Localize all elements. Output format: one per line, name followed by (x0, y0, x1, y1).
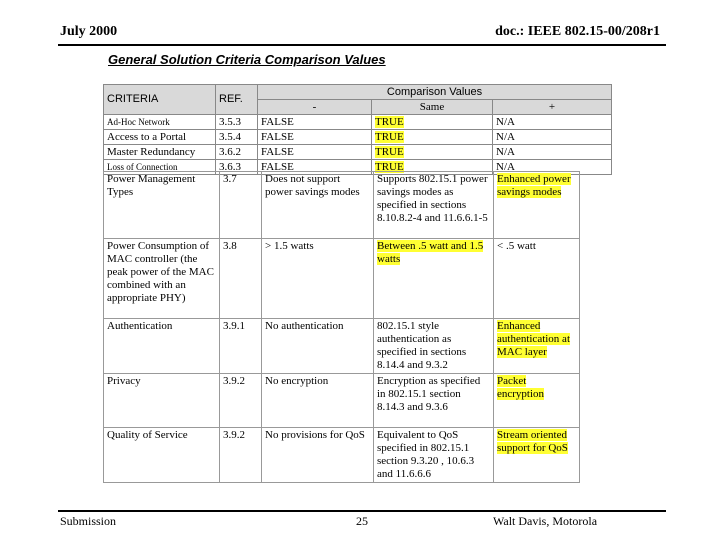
criteria-cell: Master Redundancy (104, 145, 216, 160)
col-ref-header: REF. (216, 85, 258, 115)
minus-cell: FALSE (258, 160, 372, 175)
minus-cell: No provisions for QoS (262, 428, 374, 483)
table-row (104, 319, 580, 374)
plus-value: Enhanced power savings modes (497, 173, 571, 198)
criteria-header-table (103, 84, 612, 175)
table-row (104, 239, 580, 319)
ref-cell: 3.5.4 (216, 130, 258, 145)
plus-cell: N/A (493, 145, 612, 160)
same-cell: Encryption as specified in 802.15.1 section 8.14.3 and 9.3.6 (374, 374, 494, 428)
same-value: Between .5 watt and 1.5 watts (377, 240, 484, 265)
table-row (104, 130, 612, 145)
plus-cell: N/A (493, 160, 612, 175)
plus-cell (494, 172, 580, 239)
minus-cell: FALSE (258, 115, 372, 130)
same-value: TRUE (375, 115, 404, 128)
criteria-cell: Access to a Portal (104, 130, 216, 145)
plus-cell: N/A (493, 130, 612, 145)
same-cell (372, 115, 493, 130)
same-cell (372, 145, 493, 160)
plus-cell (494, 374, 580, 428)
ref-cell: 3.9.2 (220, 374, 262, 428)
plus-cell: N/A (493, 115, 612, 130)
plus-value: Stream oriented support for QoS (497, 429, 568, 454)
page-number: 25 (356, 514, 368, 528)
minus-cell: FALSE (258, 145, 372, 160)
criteria-cell: Ad-Hoc Network (104, 115, 216, 130)
col-criteria-header: CRITERIA (104, 85, 216, 115)
col-comparison-header: Comparison Values (258, 85, 612, 100)
header-doc-id: doc.: IEEE 802.15-00/208r1 (495, 24, 660, 39)
minus-cell: No authentication (262, 319, 374, 374)
ref-cell: 3.6.3 (216, 160, 258, 175)
minus-cell: No encryption (262, 374, 374, 428)
same-cell (374, 239, 494, 319)
criteria-cell: Privacy (104, 374, 220, 428)
same-cell: Equivalent to QoS specified in 802.15.1 section 9.3.20 , 10.6.3 and 11.6.6.6 (374, 428, 494, 483)
same-cell (372, 130, 493, 145)
footer-submission: Submission (60, 514, 117, 528)
ref-cell: 3.5.3 (216, 115, 258, 130)
plus-value: Packet encryption (497, 375, 545, 400)
criteria-cell: Power Consumption of MAC controller (the peak power of the MAC combined with an appropriate PHY) (104, 239, 220, 319)
header-rule (58, 44, 666, 46)
minus-cell: FALSE (258, 130, 372, 145)
table-row (104, 374, 580, 428)
ref-cell: 3.6.2 (216, 145, 258, 160)
minus-cell: Does not support power savings modes (262, 172, 374, 239)
minus-cell: > 1.5 watts (262, 239, 374, 319)
ref-cell: 3.7 (220, 172, 262, 239)
col-plus-header: + (493, 100, 612, 115)
table-row (104, 428, 580, 483)
ref-cell: 3.8 (220, 239, 262, 319)
header-date: July 2000 (60, 24, 118, 39)
ref-cell: 3.9.2 (220, 428, 262, 483)
table-row (104, 115, 612, 130)
table-row (104, 172, 580, 239)
criteria-cell: Authentication (104, 319, 220, 374)
table-row (104, 145, 612, 160)
ref-cell: 3.9.1 (220, 319, 262, 374)
criteria-detail-table (103, 171, 580, 483)
footer-author: Walt Davis, Motorola (493, 514, 598, 528)
plus-cell: < .5 watt (494, 239, 580, 319)
same-cell: 802.15.1 style authentication as specified in sections 8.14.4 and 9.3.2 (374, 319, 494, 374)
criteria-cell: Quality of Service (104, 428, 220, 483)
col-same-header: Same (372, 100, 493, 115)
col-minus-header: - (258, 100, 372, 115)
criteria-cell: Loss of Connection (104, 160, 216, 175)
footer-rule (58, 510, 666, 512)
slide-title: General Solution Criteria Comparison Values (108, 52, 386, 67)
criteria-cell: Power Management Types (104, 172, 220, 239)
plus-value: Enhanced authentication at MAC layer (497, 320, 570, 358)
plus-cell (494, 428, 580, 483)
same-value: TRUE (375, 145, 404, 158)
same-value: TRUE (375, 130, 404, 143)
plus-cell (494, 319, 580, 374)
same-cell: Supports 802.15.1 power savings modes as specified in sections 8.10.8.2-4 and 11.6.6.1-5 (374, 172, 494, 239)
same-value: TRUE (375, 160, 404, 173)
